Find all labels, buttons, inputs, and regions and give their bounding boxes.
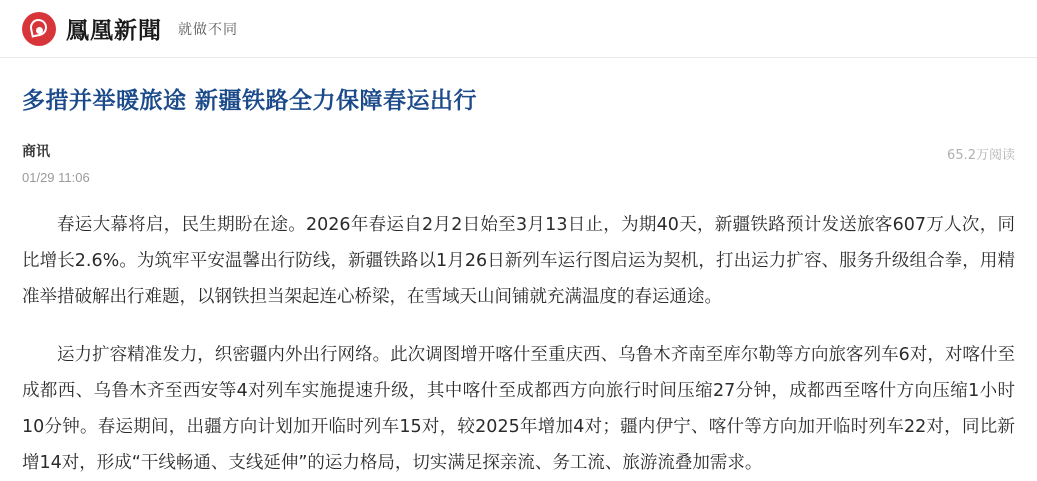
read-count: 65.2万阅读 (947, 148, 1015, 163)
site-header (0, 0, 1037, 58)
phoenix-logo-icon (22, 12, 56, 46)
article-body (22, 207, 1015, 481)
brand-name: 鳳凰新聞 (66, 18, 162, 44)
article-timestamp: 01/29 11:06 (22, 170, 90, 185)
meta-left (22, 141, 90, 185)
page-title: 多措并举暖旅途 新疆铁路全力保障春运出行 (22, 88, 478, 114)
article-paragraph: 运力扩容精准发力，织密疆内外出行网络。此次调图增开喀什至重庆西、乌鲁木齐南至库尔勒等方向旅客列车6对，对喀什至成都西、乌鲁木齐至西安等4对列车实施提速升级，其中喀什至成都西方向旅行时间压缩27分钟，成都西至喀什方向压缩1小时10分钟。春运期间，出疆方向计划加开临时列车15对，较2025年增加4对；疆内伊宁、喀什等方向加开临时列车22对，同比新增14对，形成“干线畅通、支线延伸”的运力格局，切实满足探亲流、务工流、旅游流叠加需求。 (22, 345, 1015, 473)
article-meta (22, 141, 1015, 185)
brand-slogan: 就做不同 (178, 21, 238, 38)
brand-logo[interactable] (22, 12, 238, 46)
article-source[interactable]: 商讯 (22, 144, 50, 160)
article-container (0, 58, 1037, 481)
article-paragraph: 春运大幕将启，民生期盼在途。2026年春运自2月2日始至3月13日止，为期40天，新疆铁路预计发送旅客607万人次，同比增长2.6%。为筑牢平安温馨出行防线，新疆铁路以1月26日新列车运行图启运为契机，打出运力扩容、服务升级组合拳，用精准举措破解出行难题，以钢铁担当架起连心桥梁，在雪域天山间铺就充满温度的春运通途。 (22, 215, 1015, 307)
